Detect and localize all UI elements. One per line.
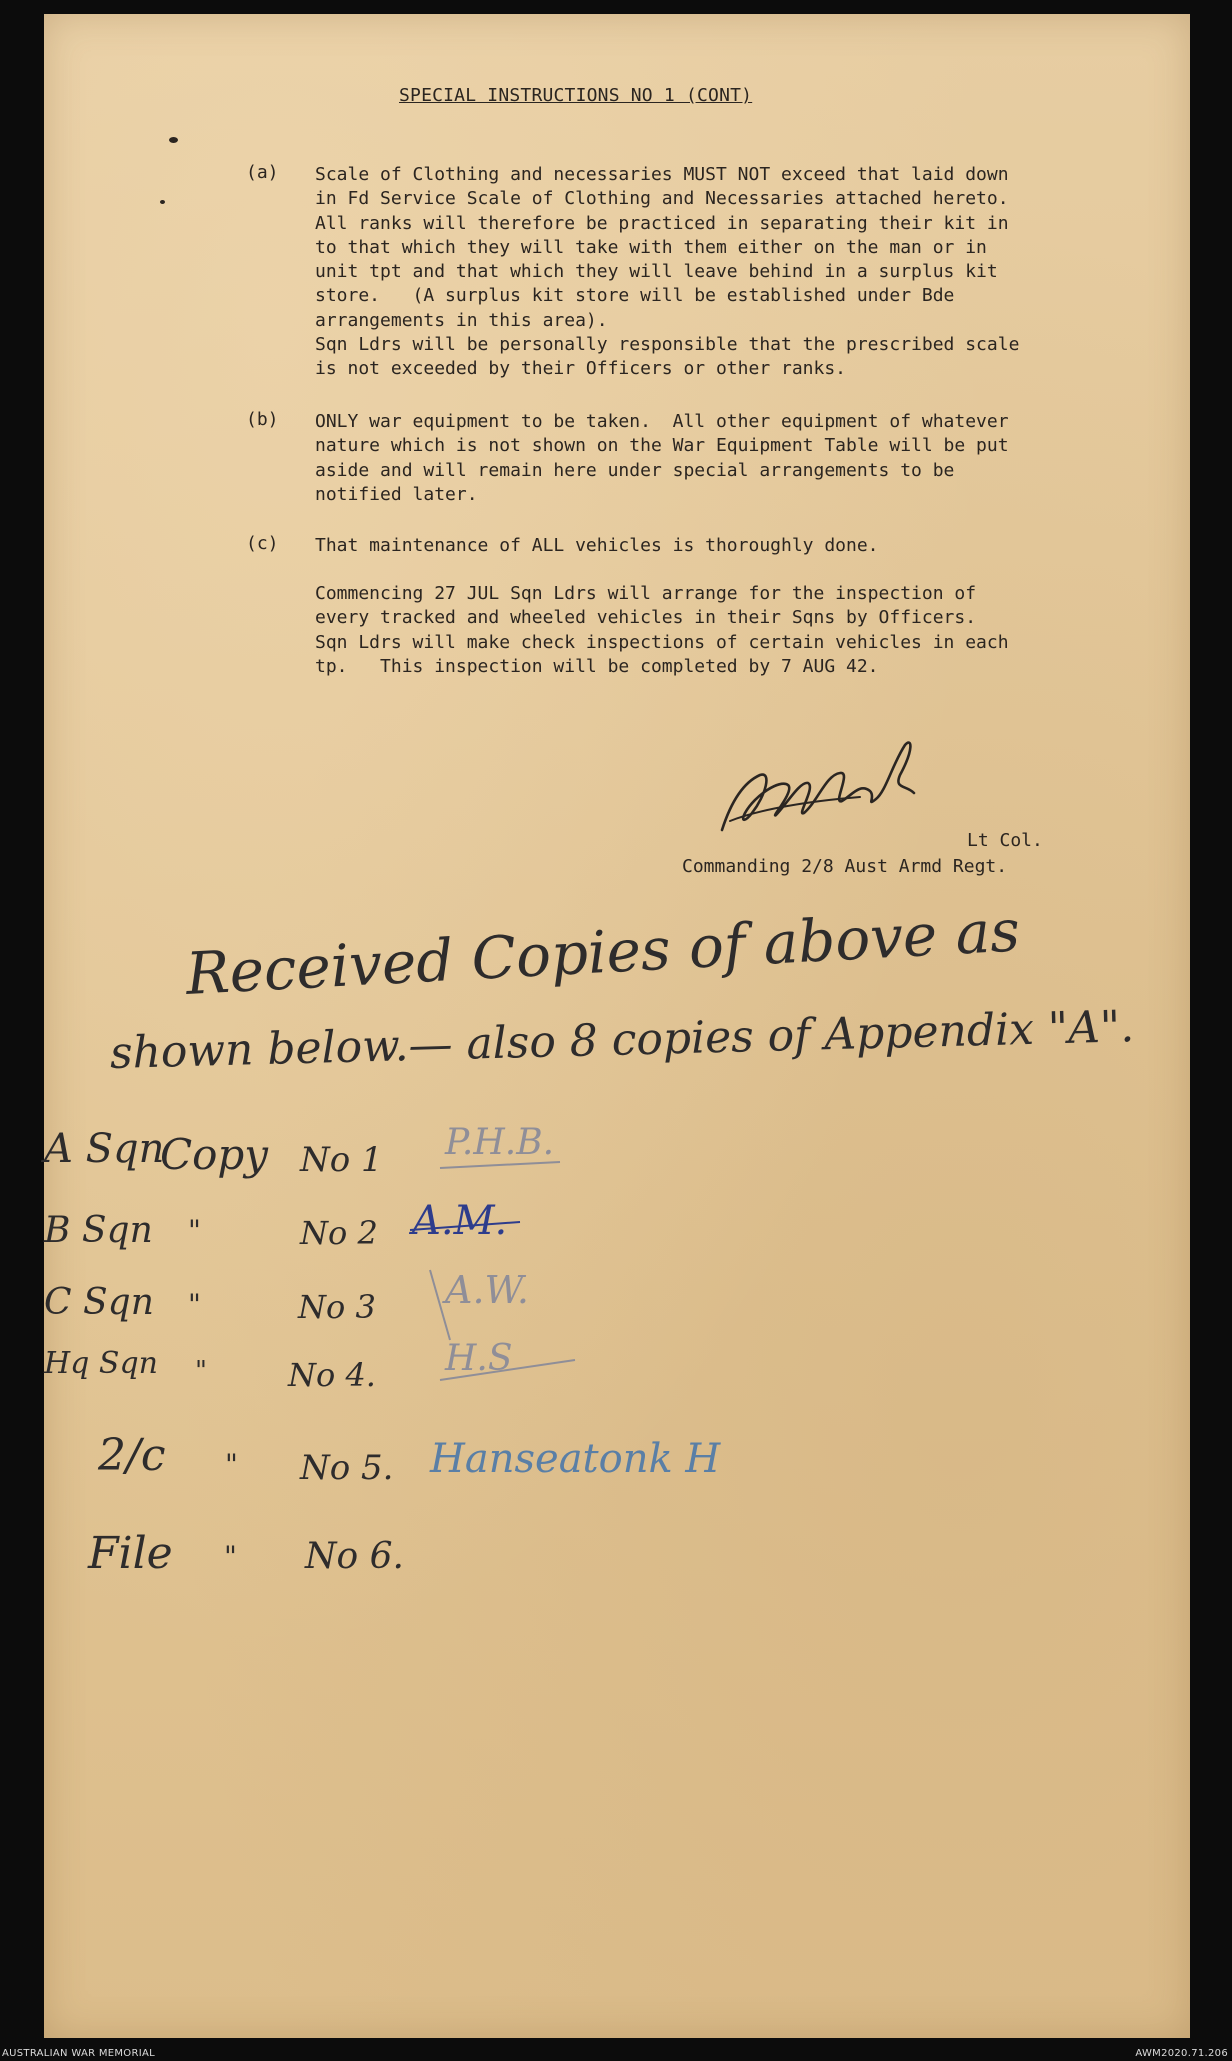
item-c-label: (c) <box>246 533 279 554</box>
item-b-label: (b) <box>246 409 279 430</box>
item-c-continuation: Commencing 27 JUL Sqn Ldrs will arrange for the inspection of every tracked and wheeled vehicles in their Sqns by Officers. Sqn Ldrs will make check inspections of certain vehicles in each tp. This inspection will be completed by 7 AUG 42. <box>315 583 1009 677</box>
item-a-text: Scale of Clothing and necessaries MUST NOT exceed that laid down in Fd Service Scale of Clothing and Necessaries attached hereto. All ranks will therefore be practiced in separating their kit in to that which they will take with them either on the man or in unit tpt and that which they will leave behind in a surplus kit store. (A surplus kit store will be established under Bde arrangements in this area). Sqn Ldrs will be personally responsible that the prescribed scale is not exceeded by their Officers or other ranks. <box>315 164 1020 380</box>
handwritten-note-line2: shown below.— also 8 copies of Appendix "A". <box>109 1001 1135 1079</box>
signature-title: Commanding 2/8 Aust Armd Regt. <box>682 856 1008 877</box>
copy-number: No 1 <box>300 1140 383 1180</box>
copy-number: No 4. <box>288 1356 376 1394</box>
copy-initials: Hanseatonk H <box>430 1436 721 1482</box>
document-heading: SPECIAL INSTRUCTIONS NO 1 (CONT) <box>399 85 753 106</box>
signature-mark <box>700 735 930 845</box>
handwritten-note-line1: Received Copies of above as <box>184 896 1022 1008</box>
copy-unit: A Sqn <box>44 1126 165 1172</box>
copy-ditto: Copy <box>160 1130 269 1179</box>
copy-unit: File <box>88 1528 173 1579</box>
copy-ditto: " <box>224 1540 237 1573</box>
copy-ditto: " <box>188 1214 201 1247</box>
copy-unit: 2/c <box>98 1430 166 1481</box>
copy-number: No 6. <box>305 1536 404 1577</box>
copy-ditto: " <box>225 1448 238 1481</box>
copy-unit: C Sqn <box>44 1282 154 1323</box>
ink-speck <box>169 137 178 143</box>
pencil-strokes <box>400 1160 600 1400</box>
item-b-text: ONLY war equipment to be taken. All other equipment of whatever nature which is not shown on the War Equipment Table will be put aside and will remain here under special arrangements to be notified later. <box>315 411 1009 505</box>
item-c-text: That maintenance of ALL vehicles is thoroughly done. <box>315 535 879 556</box>
copy-number: No 3 <box>298 1288 376 1326</box>
copy-initials: H.S <box>445 1338 513 1379</box>
ink-speck <box>160 200 165 204</box>
copy-number: No 2 <box>300 1214 378 1252</box>
copy-number: No 5. <box>300 1448 394 1488</box>
copy-initials: A.M. <box>412 1198 508 1244</box>
copy-unit: Hq Sqn <box>44 1346 158 1381</box>
copy-ditto: " <box>195 1356 207 1386</box>
copy-initials: P.H.B. <box>445 1122 555 1163</box>
footer-accession-number: AWM2020.71.206 <box>1135 2048 1228 2059</box>
copy-initials: A.W. <box>445 1268 530 1312</box>
copy-ditto: " <box>188 1288 201 1321</box>
signature-rank: Lt Col. <box>967 830 1043 851</box>
footer-source-label: AUSTRALIAN WAR MEMORIAL <box>2 2048 155 2059</box>
copy-unit: B Sqn <box>44 1210 153 1251</box>
item-a-label: (a) <box>246 162 279 183</box>
